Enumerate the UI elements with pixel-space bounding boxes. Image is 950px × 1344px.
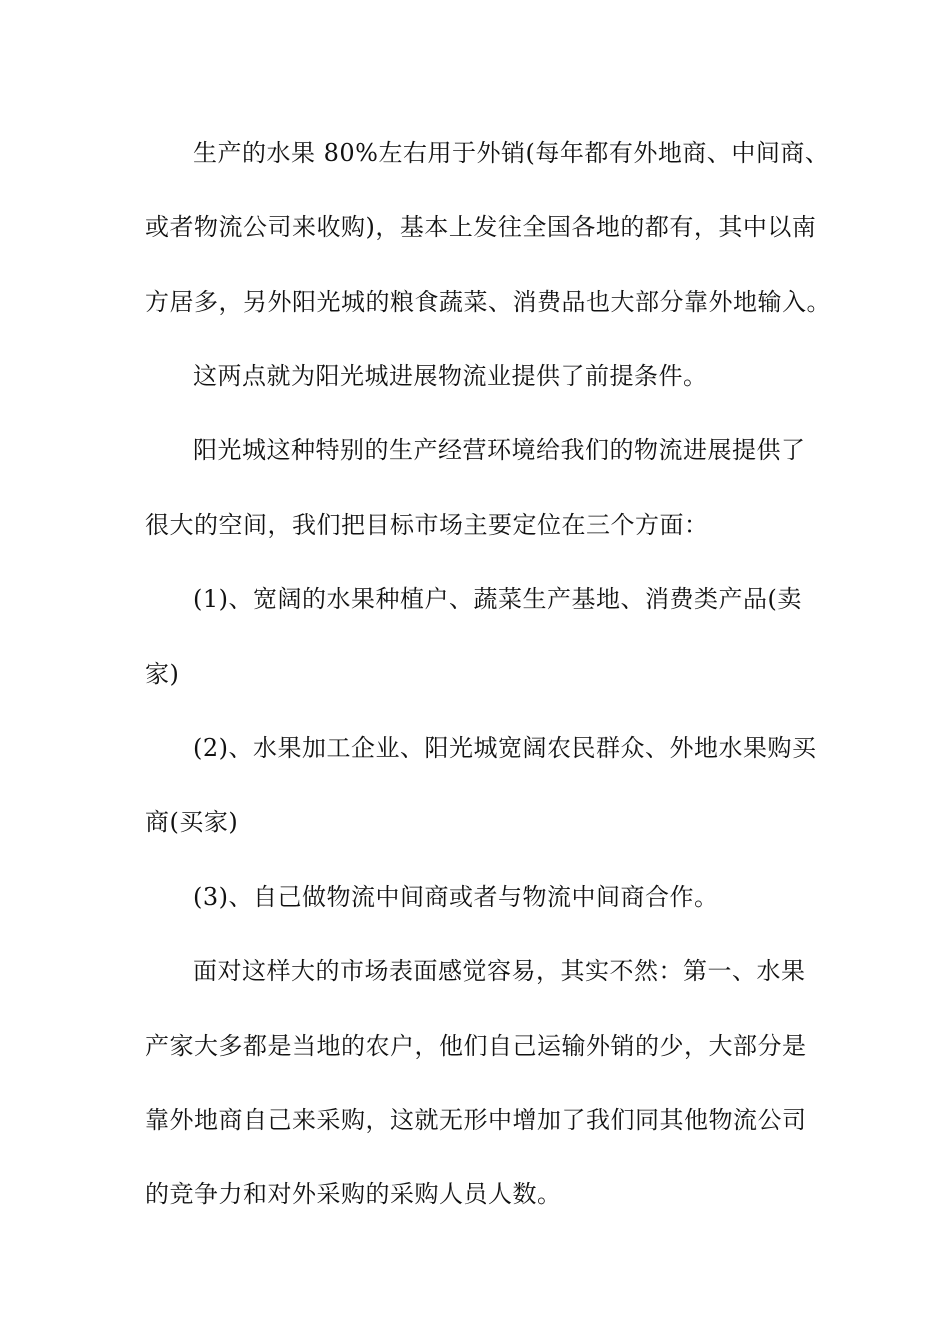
paragraph-line: 方居多，另外阳光城的粮食蔬菜、消费品也大部分靠外地输入。 xyxy=(145,288,831,316)
paragraph-line: 这两点就为阳光城进展物流业提供了前提条件。 xyxy=(193,362,708,390)
paragraph-line: (3)、自己做物流中间商或者与物流中间商合作。 xyxy=(193,883,719,911)
paragraph-line: 阳光城这种特别的生产经营环境给我们的物流进展提供了 xyxy=(193,436,806,464)
paragraph-line: 或者物流公司来收购)，基本上发往全国各地的都有，其中以南 xyxy=(145,213,817,241)
paragraph-line: 生产的水果 80%左右用于外销(每年都有外地商、中间商、 xyxy=(193,139,830,167)
paragraph-line: 面对这样大的市场表面感觉容易，其实不然：第一、水果 xyxy=(193,957,806,985)
paragraph-line: 商(买家) xyxy=(145,808,239,836)
paragraph-line: 产家大多都是当地的农户，他们自己运输外销的少，大部分是 xyxy=(145,1032,807,1060)
paragraph-line: 很大的空间，我们把目标市场主要定位在三个方面： xyxy=(145,511,709,539)
paragraph-line: (1)、宽阔的水果种植户、蔬菜生产基地、消费类产品(卖 xyxy=(193,585,802,613)
paragraph-line: (2)、水果加工企业、阳光城宽阔农民群众、外地水果购买 xyxy=(193,734,817,762)
paragraph-line: 靠外地商自己来采购，这就无形中增加了我们同其他物流公司 xyxy=(145,1106,807,1134)
paragraph-line: 家) xyxy=(145,660,180,688)
paragraph-line: 的竞争力和对外采购的采购人员人数。 xyxy=(145,1180,562,1208)
